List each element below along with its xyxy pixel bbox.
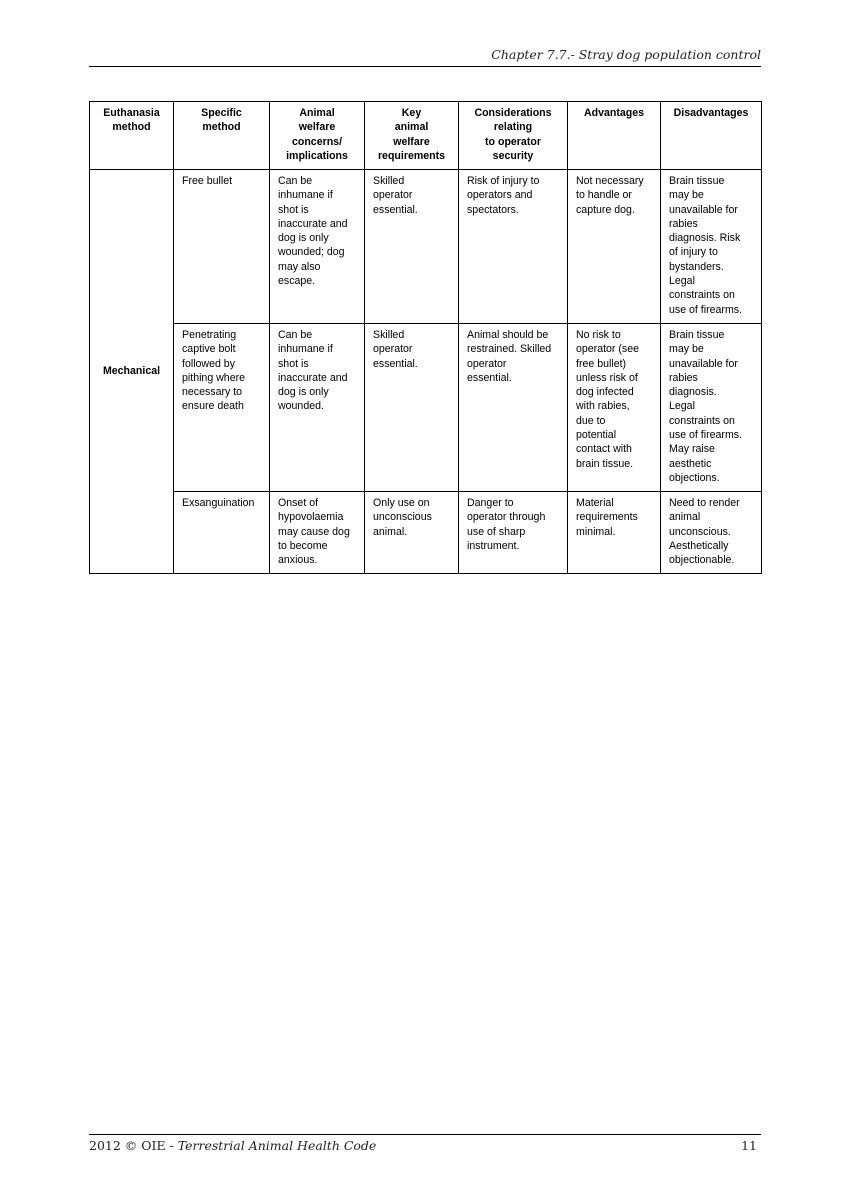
copyright-text: 2012 © OIE - [89, 1138, 178, 1153]
specific-method-cell: Exsanguination [174, 492, 270, 574]
specific-method-cell: Penetrating captive bolt followed by pithing where necessary to ensure death [174, 324, 270, 492]
header-divider [89, 66, 761, 67]
footer-citation [89, 1138, 376, 1153]
chapter-title: Chapter 7.7.- Stray dog population control [491, 47, 761, 62]
concerns-cell: Onset of hypovolaemia may cause dog to become anxious. [270, 492, 365, 574]
disadvantages-cell: Need to render animal unconscious. Aesthetically objectionable. [661, 492, 762, 574]
euthanasia-method-cell: Mechanical [90, 170, 174, 574]
header-advantages: Advantages [568, 102, 661, 170]
header-welfare-requirements: Key animal welfare requirements [365, 102, 459, 170]
security-cell: Animal should be restrained. Skilled operator essential. [459, 324, 568, 492]
advantages-cell: No risk to operator (see free bullet) unless risk of dog infected with rabies, due to potential contact with brain tissue. [568, 324, 661, 492]
concerns-cell: Can be inhumane if shot is inaccurate and dog is only wounded. [270, 324, 365, 492]
security-cell: Danger to operator through use of sharp instrument. [459, 492, 568, 574]
header-disadvantages: Disadvantages [661, 102, 762, 170]
disadvantages-cell: Brain tissue may be unavailable for rabies diagnosis. Risk of injury to bystanders. Legal constraints on use of firearms. [661, 170, 762, 324]
table-header-row [90, 102, 762, 170]
header-welfare-concerns: Animal welfare concerns/ implications [270, 102, 365, 170]
concerns-cell: Can be inhumane if shot is inaccurate and dog is only wounded; dog may also escape. [270, 170, 365, 324]
header-specific-method: Specific method [174, 102, 270, 170]
advantages-cell: Not necessary to handle or capture dog. [568, 170, 661, 324]
header-euthanasia-method: Euthanasia method [90, 102, 174, 170]
publication-title: Terrestrial Animal Health Code [177, 1138, 377, 1153]
page-number: 11 [741, 1138, 757, 1153]
advantages-cell: Material requirements minimal. [568, 492, 661, 574]
requirements-cell: Skilled operator essential. [365, 170, 459, 324]
footer-divider [89, 1134, 761, 1135]
security-cell: Risk of injury to operators and spectators. [459, 170, 568, 324]
euthanasia-methods-table [89, 101, 762, 574]
requirements-cell: Only use on unconscious animal. [365, 492, 459, 574]
header-operator-security: Considerations relating to operator security [459, 102, 568, 170]
table-row [90, 492, 762, 574]
table-row [90, 324, 762, 492]
requirements-cell: Skilled operator essential. [365, 324, 459, 492]
table-row [90, 170, 762, 324]
disadvantages-cell: Brain tissue may be unavailable for rabies diagnosis. Legal constraints on use of firearms. May raise aesthetic objections. [661, 324, 762, 492]
specific-method-cell: Free bullet [174, 170, 270, 324]
